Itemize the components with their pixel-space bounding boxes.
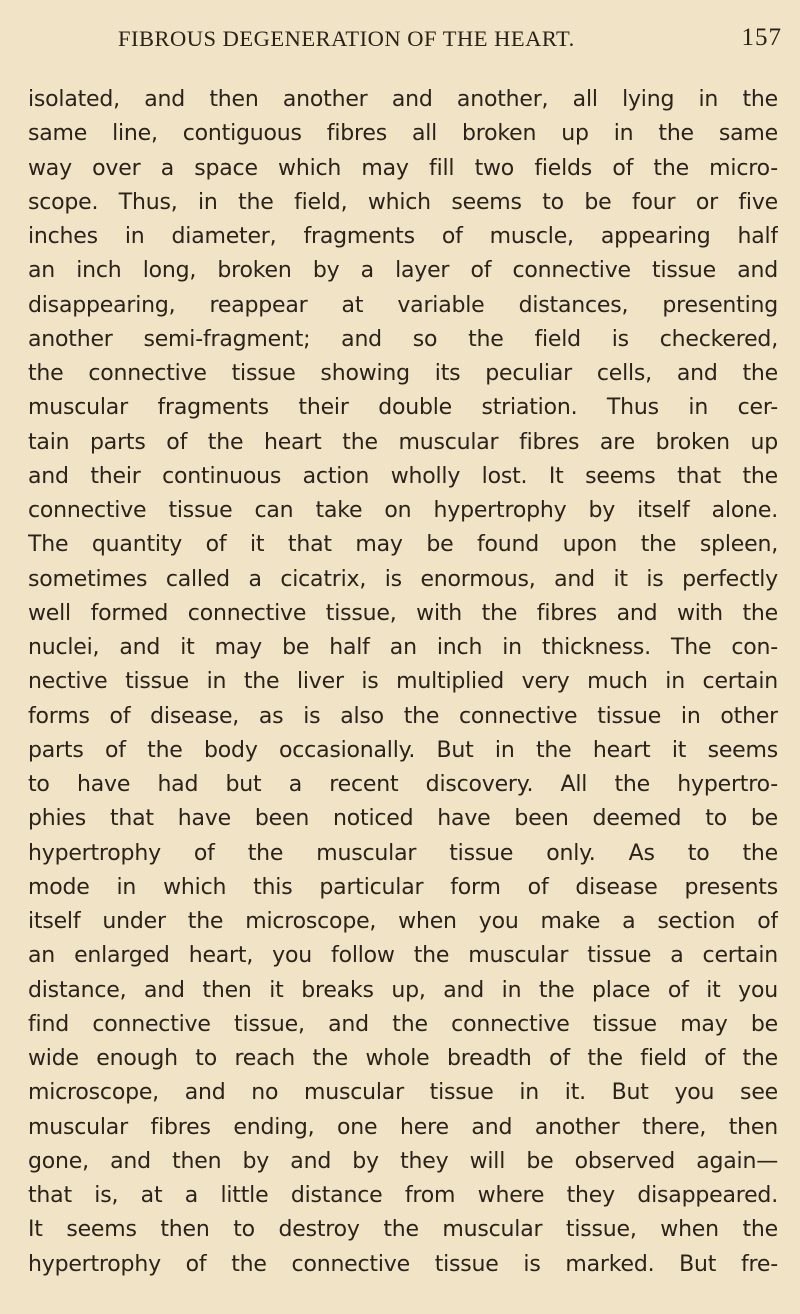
text-line: the connective tissue showing its peculiar cells, and the — [28, 361, 778, 386]
text-line: find connective tissue, and the connective tissue may be — [28, 1011, 778, 1037]
text-line: and their continuous action wholly lost. It seems that the — [28, 463, 778, 489]
text-line: inches in diameter, fragments of muscle, appearing half — [28, 224, 778, 249]
text-line: wide enough to reach the whole breadth of the field of the — [28, 1046, 778, 1071]
text-line: isolated, and then another and another, all lying in the — [28, 87, 778, 112]
text-line: same line, contiguous fibres all broken up in the same — [28, 121, 778, 147]
text-line: disappearing, reappear at variable distances, presenting — [28, 292, 778, 318]
text-line: hypertrophy of the muscular tissue only. As to the — [28, 840, 778, 866]
running-head — [118, 18, 782, 58]
page-number: 157 — [741, 24, 782, 51]
text-line: scope. Thus, in the field, which seems to be four or five — [28, 189, 778, 215]
text-line: phies that have been noticed have been deemed to be — [28, 806, 778, 832]
text-line: well formed connective tissue, with the fibres and with the — [28, 600, 778, 626]
text-line: nective tissue in the liver is multiplied very much in certain — [28, 669, 778, 695]
text-line: an inch long, broken by a layer of connective tissue and — [28, 258, 778, 284]
text-line: microscope, and no muscular tissue in it. But you see — [28, 1080, 778, 1106]
text-line: gone, and then by and by they will be observed again— — [28, 1148, 778, 1174]
text-line: parts of the body occasionally. But in the heart it seems — [28, 737, 778, 763]
text-line: forms of disease, as is also the connective tissue in other — [28, 703, 778, 729]
text-line: muscular fibres ending, one here and another there, then — [28, 1114, 778, 1140]
text-line: another semi-fragment; and so the field is checkered, — [28, 326, 778, 352]
text-line: It seems then to destroy the muscular tissue, when the — [28, 1217, 778, 1243]
text-line: muscular fragments their double striation. Thus in cer- — [28, 395, 778, 421]
text-line: to have had but a recent discovery. All the hypertro- — [28, 772, 778, 797]
text-line: tain parts of the heart the muscular fibres are broken up — [28, 429, 778, 455]
text-line: that is, at a little distance from where they disappeared. — [28, 1183, 778, 1208]
text-line: connective tissue can take on hypertrophy by itself alone. — [28, 498, 778, 523]
text-line: itself under the microscope, when you make a section of — [28, 909, 778, 934]
text-line: way over a space which may fill two fields of the micro- — [28, 155, 778, 181]
text-line: distance, and then it breaks up, and in the place of it you — [28, 977, 778, 1003]
text-line: The quantity of it that may be found upon the spleen, — [28, 532, 778, 558]
running-head-title: FIBROUS DEGENERATION OF THE HEART. — [118, 26, 575, 51]
text-line: hypertrophy of the connective tissue is marked. But fre- — [28, 1251, 778, 1277]
text-line: sometimes called a cicatrix, is enormous, and it is perfectly — [28, 566, 778, 592]
text-line: nuclei, and it may be half an inch in thickness. The con- — [28, 635, 778, 660]
text-line: an enlarged heart, you follow the muscular tissue a certain — [28, 943, 778, 969]
body-paragraph — [28, 83, 778, 1282]
text-line: mode in which this particular form of disease presents — [28, 874, 778, 900]
